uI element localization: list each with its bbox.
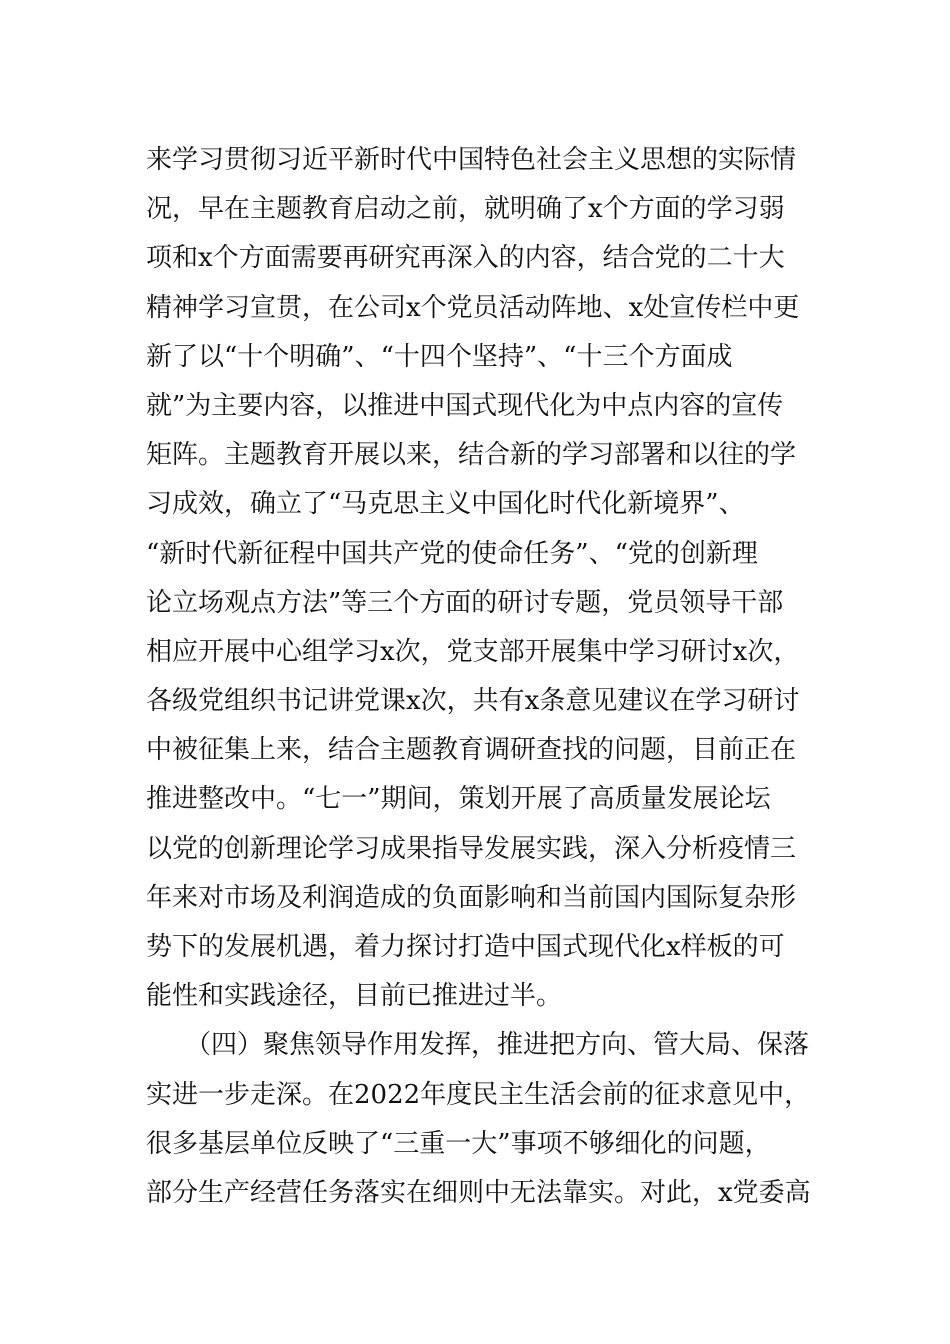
text-line: 部分生产经营任务落实在细则中无法靠实。对此，x党委高 <box>146 1177 811 1208</box>
text-line: 来学习贯彻习近平新时代中国特色社会主义思想的实际情 <box>146 145 797 175</box>
text-line: 年来对市场及利润造成的负面影响和当前国内国际复杂形 <box>146 882 797 913</box>
text-line: 项和x个方面需要再研究再深入的内容，结合党的二十大 <box>146 243 785 274</box>
text-line: 各级党组织书记讲党课x次，共有x条意见建议在学习研讨 <box>146 686 800 717</box>
text-line: 以党的创新理论学习成果指导发展实践，深入分析疫情三 <box>146 833 797 864</box>
text-line: 习成效，确立了“马克思主义中国化时代化新境界”、 <box>146 489 745 520</box>
text-line: 势下的发展机遇，着力探讨打造中国式现代化x样板的可 <box>146 932 785 962</box>
text-line: 精神学习宣贯，在公司x个党员活动阵地、x处宣传栏中更 <box>146 292 800 323</box>
section-heading-line: （四）聚焦领导作用发挥，推进把方向、管大局、保落 <box>146 1030 810 1061</box>
text-line: 中被征集上来，结合主题教育调研查找的问题，目前正在 <box>146 735 797 766</box>
text-line: 能性和实践途径，目前已推进过半。 <box>146 981 563 1012</box>
text-line: 就”为主要内容，以推进中国式现代化为中点内容的宣传 <box>146 390 784 421</box>
text-line: 推进整改中。“七一”期间，策划开展了高质量发展论坛 <box>146 784 771 815</box>
text-line: 况，早在主题教育启动之前，就明确了x个方面的学习弱 <box>146 194 785 225</box>
text-line: “新时代新征程中国共产党的使命任务”、“党的创新理 <box>146 538 758 569</box>
text-line: 实进一步走深。在2022年度民主生活会前的征求意见中， <box>146 1079 811 1110</box>
text-line: 新了以“十个明确”、“十四个坚持”、“十三个方面成 <box>146 341 733 372</box>
text-line: 很多基层单位反映了“三重一大”事项不够细化的问题， <box>146 1128 771 1159</box>
text-line: 论立场观点方法”等三个方面的研讨专题，党员领导干部 <box>146 587 784 618</box>
text-line: 相应开展中心组学习x次，党支部开展集中学习研讨x次， <box>146 636 800 667</box>
body-text <box>146 136 826 1218</box>
text-line: 矩阵。主题教育开展以来，结合新的学习部署和以往的学 <box>146 440 797 471</box>
